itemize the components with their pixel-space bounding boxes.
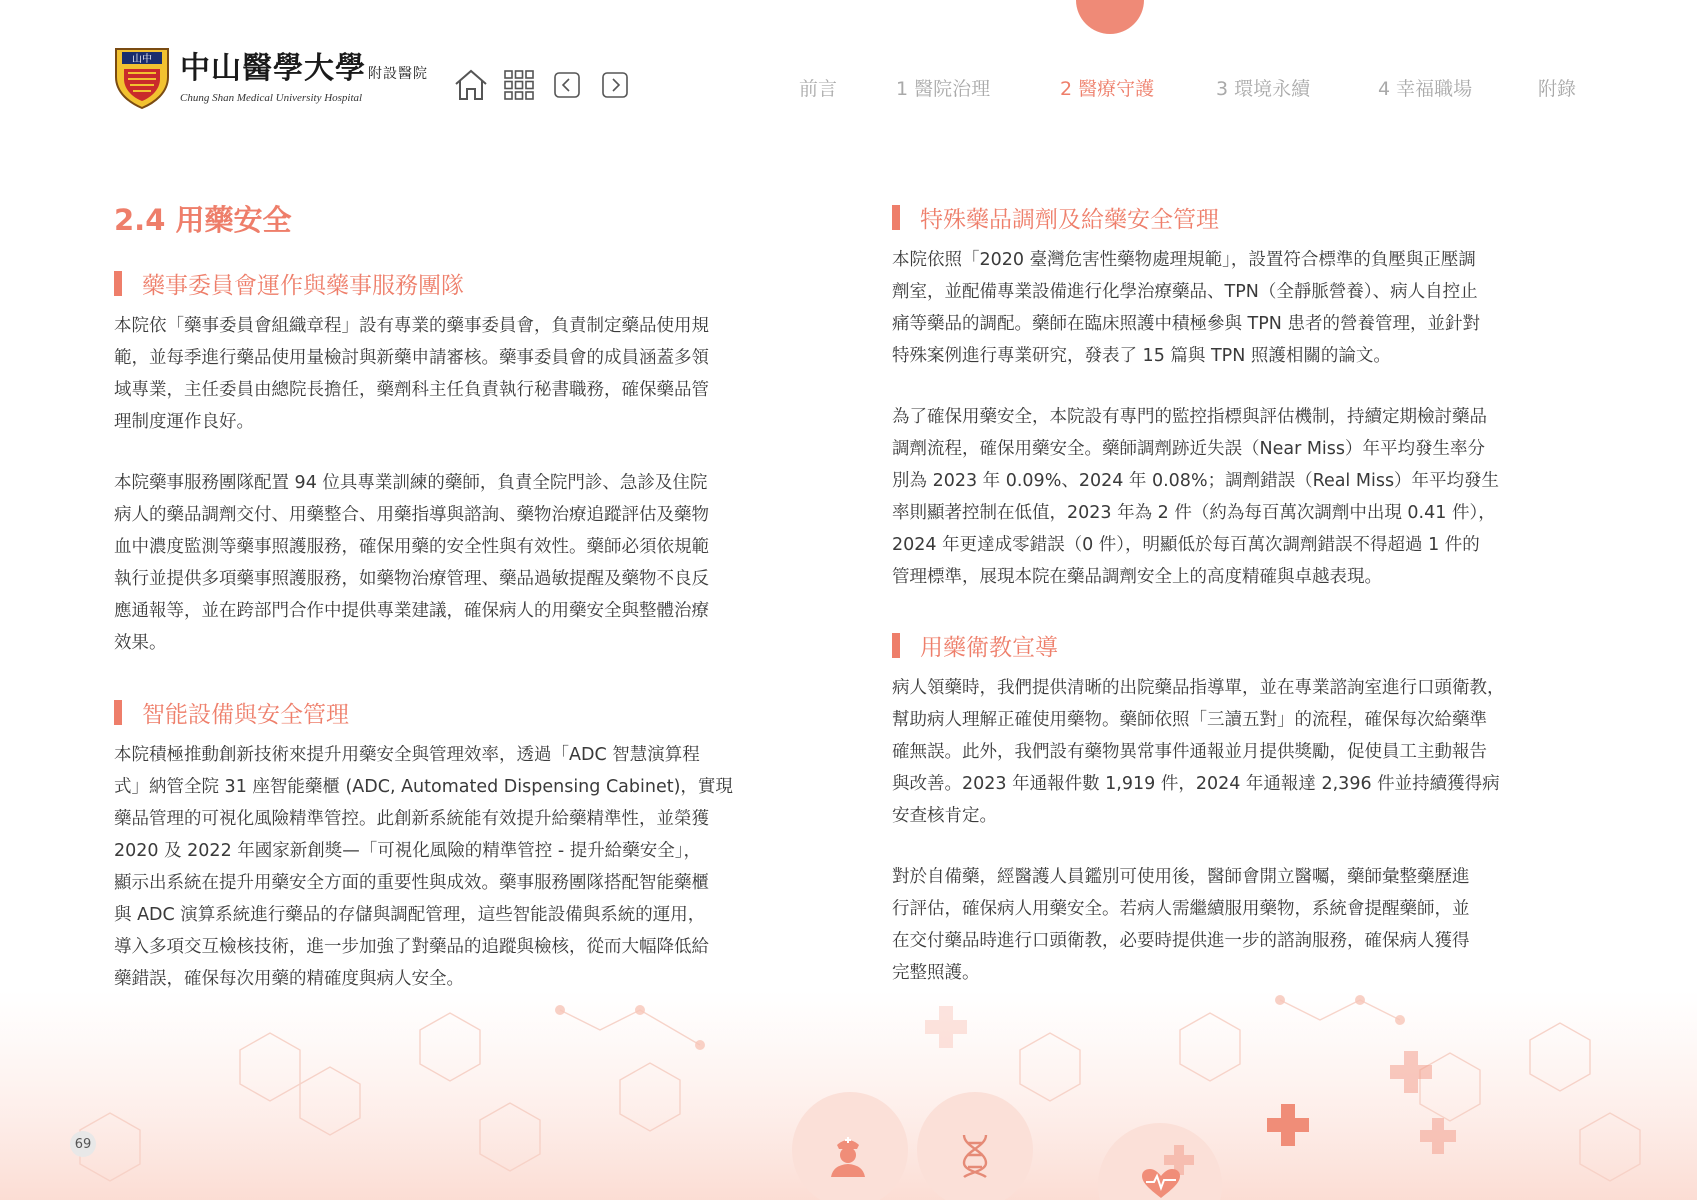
subsection-title: 用藥衛教宣導 — [920, 635, 1058, 661]
subsection-heading — [114, 696, 349, 729]
page-number: 69 — [70, 1131, 96, 1157]
subsection-title: 特殊藥品調劑及給藥安全管理 — [920, 207, 1219, 233]
dna-icon — [958, 1133, 992, 1183]
medical-cross-icon — [1265, 1102, 1311, 1152]
subsection-heading — [892, 629, 1058, 662]
menu-item-preface[interactable]: 前言 — [799, 78, 838, 100]
paragraph: 本院依照「2020 臺灣危害性藥物處理規範」，設置符合標準的負壓與正壓調 劑室，並配備專業設備進行化學治療藥品、TPN（全靜脈營養）、病人自控止 痛等藥品的調配。藥師在臨床照護中積極參與 TPN 患者的營養管理，並針對 特殊案例進行專業研究，發表了 15 篇與 TPN 照護相關的論文。 — [892, 250, 1480, 366]
header — [0, 0, 1697, 130]
subsection-title: 智能設備與安全管理 — [142, 702, 349, 728]
heading-bar — [892, 205, 900, 230]
chapter-menu — [0, 74, 1697, 104]
paragraph: 對於自備藥，經醫護人員鑑別可使用後，醫師會開立醫囑，藥師彙整藥歷進 行評估，確保病人用藥安全。若病人需繼續服用藥物，系統會提醒藥師，並 在交付藥品時進行口頭衛教，必要時提供進一步的諮詢服務，確保病人獲得 完整照護。 — [892, 867, 1470, 983]
section-title: 2.4 用藥安全 — [114, 203, 292, 237]
paragraph: 本院依「藥事委員會組織章程」設有專業的藥事委員會，負責制定藥品使用規 範，並每季進行藥品使用量檢討與新藥申請審核。藥事委員會的成員涵蓋多領 域專業，主任委員由總院長擔任，藥劑科主任負責執行秘書職務，確保藥品管 理制度運作良好。 — [114, 316, 709, 432]
heart-pulse-icon — [1140, 1168, 1182, 1200]
heading-bar — [114, 271, 122, 296]
heading-bar — [114, 700, 122, 725]
subsection-heading — [892, 201, 1219, 234]
paragraph: 本院藥事服務團隊配置 94 位具專業訓練的藥師，負責全院門診、急診及住院 病人的藥品調劑交付、用藥整合、用藥指導與諮詢、藥物治療追蹤評估及藥物 血中濃度監測等藥事照護服務，確保用藥的安全性與有效性。藥師必須依規範 執行並提供多項藥事照護服務，如藥物治療管理、藥品過敏提醒及藥物不良反 應通報等，並在跨部門合作中提供專業建議，確保病人的用藥安全與整體治療 效果。 — [114, 473, 709, 653]
footer-decoration — [0, 990, 1697, 1200]
menu-item-medical-care[interactable]: 2 醫療守護 — [1060, 78, 1155, 100]
subsection-heading — [114, 267, 464, 300]
logo-title: 中山醫學大學 — [180, 51, 366, 86]
paragraph: 本院積極推動創新技術來提升用藥安全與管理效率，透過「ADC 智慧演算程 式」納管全院 31 座智能藥櫃 (ADC, Automated Dispensing Cabinet)，實現 藥品管理的可視化風險精準管控。此創新系統能有效提升給藥精準性，並榮獲 2020 及 2022 年國家新創獎—「可視化風險的精準管控 - 提升給藥安全」， 顯示出系統在提升用藥安全方面的重要性與成效。藥事服務團隊搭配智能藥櫃 與 ADC 演算系統進行藥品的存儲與調配管理，這些智能設備與系統的運用， 導入多項交互檢核技術，進一步加強了對藥品的追蹤與檢核，從而大幅降低給 藥錯誤，確保每次用藥的精確度與病人安全。 — [114, 745, 733, 989]
nurse-icon — [825, 1133, 871, 1183]
logo-title-small: 附設醫院 — [368, 66, 428, 82]
heading-bar — [892, 633, 900, 658]
paragraph: 為了確保用藥安全，本院設有專門的監控指標與評估機制，持續定期檢討藥品 調劑流程，確保用藥安全。藥師調劑跡近失誤（Near Miss）年平均發生率分 別為 2023 年 0.09%、2024 年 0.08%；調劑錯誤（Real Miss）年平均發生 率則顯著控制在低值，2023 年為 2 件（約為每百萬次調劑中出現 0.41 件）， 2024 年更達成零錯誤（0 件），明顯低於每百萬次調劑錯誤不得超過 1 件的 管理標準，展現本院在藥品調劑安全上的高度精確與卓越表現。 — [892, 407, 1500, 587]
subsection-title: 藥事委員會運作與藥事服務團隊 — [142, 273, 464, 299]
logo-subtitle: Chung Shan Medical University Hospital — [180, 92, 363, 104]
menu-item-environment[interactable]: 3 環境永續 — [1216, 78, 1311, 100]
menu-item-governance[interactable]: 1 醫院治理 — [896, 78, 991, 100]
menu-item-appendix[interactable]: 附錄 — [1538, 78, 1577, 100]
svg-text:山中: 山中 — [132, 53, 152, 65]
menu-item-workplace[interactable]: 4 幸福職場 — [1378, 78, 1473, 100]
paragraph: 病人領藥時，我們提供清晰的出院藥品指導單，並在專業諮詢室進行口頭衛教， 幫助病人理解正確使用藥物。藥師依照「三讀五對」的流程，確保每次給藥準 確無誤。此外，我們設有藥物異常事件通報並月提供獎勵，促使員工主動報告 與改善。2023 年通報件數 1,919 件，2024 年通報達 2,396 件並持續獲得病 安查核肯定。 — [892, 678, 1505, 826]
